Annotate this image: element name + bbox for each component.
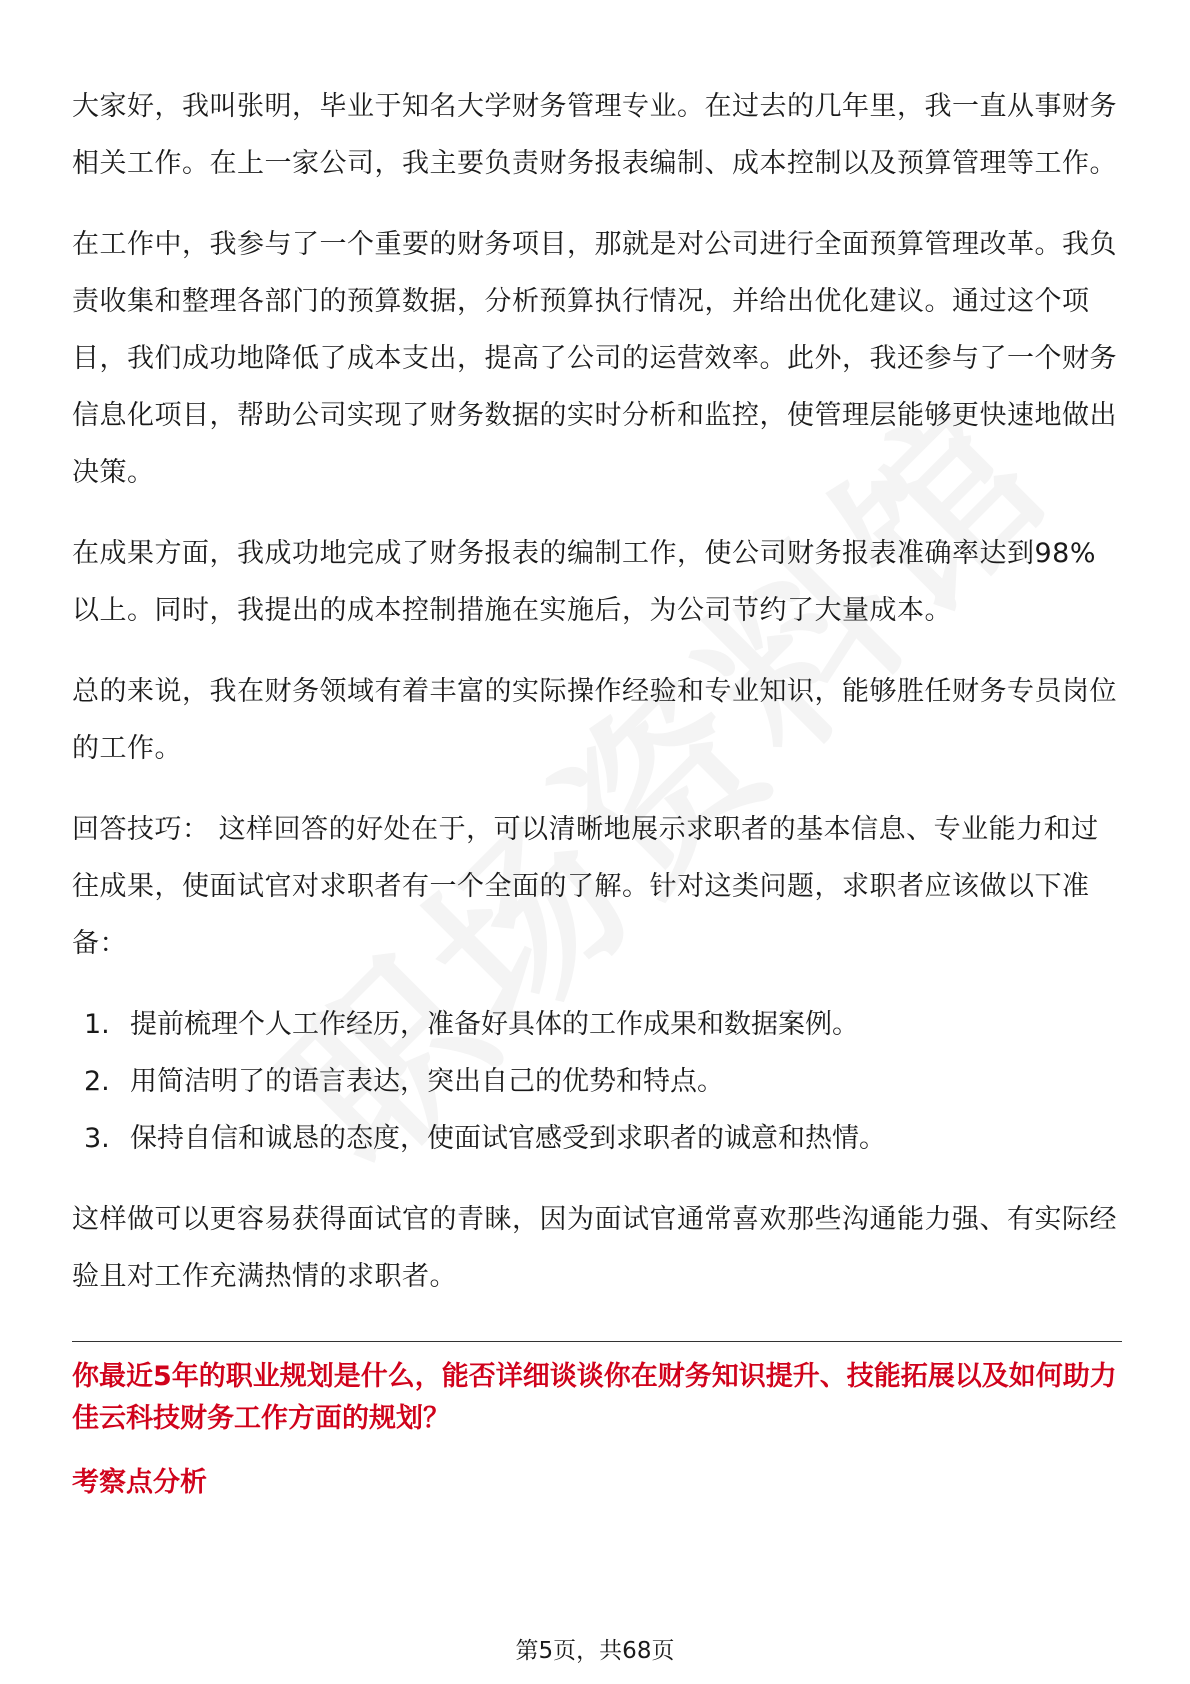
list-text: 保持自信和诚恳的态度，使面试官感受到求职者的诚意和热情。: [130, 1123, 886, 1154]
list-text: 用简洁明了的语言表达，突出自己的优势和特点。: [130, 1066, 724, 1097]
paragraph-results: 在成果方面，我成功地完成了财务报表的编制工作，使公司财务报表准确率达到98%以上。同时，我提出的成本控制措施在实施后，为公司节约了大量成本。: [72, 538, 1097, 626]
next-question-heading: 你最近5年的职业规划是什么，能否详细谈谈你在财务知识提升、技能拓展以及如何助力佳云科技财务工作方面的规划？: [72, 1361, 1117, 1434]
list-item: [72, 1053, 1122, 1110]
list-number: 3.: [84, 1123, 110, 1154]
paragraph-project: 在工作中，我参与了一个重要的财务项目，那就是对公司进行全面预算管理改革。我负责收集和整理各部门的预算数据，分析预算执行情况，并给出优化建议。通过这个项目，我们成功地降低了成本支出，提高了公司的运营效率。此外，我还参与了一个财务信息化项目，帮助公司实现了财务数据的实时分析和监控，使管理层能够更快速地做出决策。: [72, 229, 1117, 488]
paragraph-answer-tips: 回答技巧： 这样回答的好处在于，可以清晰地展示求职者的基本信息、专业能力和过往成果，使面试官对求职者有一个全面的了解。针对这类问题，求职者应该做以下准备：: [72, 814, 1099, 959]
paragraph-closing: 这样做可以更容易获得面试官的青睐，因为面试官通常喜欢那些沟通能力强、有实际经验且对工作充满热情的求职者。: [72, 1204, 1117, 1292]
section-divider: [72, 1341, 1122, 1342]
paragraph-summary: 总的来说，我在财务领域有着丰富的实际操作经验和专业知识，能够胜任财务专员岗位的工作。: [72, 676, 1117, 764]
list-number: 2.: [84, 1066, 110, 1097]
paragraph-intro: 大家好，我叫张明，毕业于知名大学财务管理专业。在过去的几年里，我一直从事财务相关工作。在上一家公司，我主要负责财务报表编制、成本控制以及预算管理等工作。: [72, 91, 1117, 179]
tips-list: [72, 996, 1122, 1167]
list-number: 1.: [84, 1009, 110, 1040]
list-text: 提前梳理个人工作经历，准备好具体的工作成果和数据案例。: [130, 1009, 859, 1040]
page-content: [72, 78, 1122, 1504]
section-title: 考察点分析: [72, 1467, 207, 1498]
page-footer: 第5页，共68页: [515, 1638, 675, 1664]
list-item: [72, 1110, 1122, 1167]
list-item: [72, 996, 1122, 1053]
